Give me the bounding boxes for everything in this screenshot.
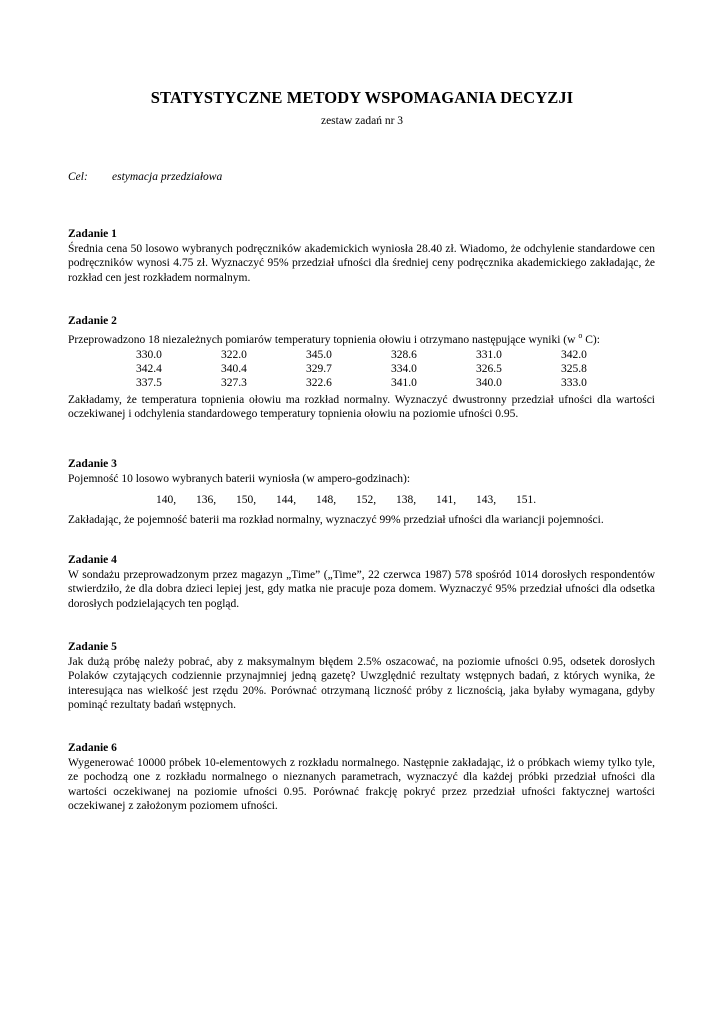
goal-value: estymacja przedziałowa bbox=[112, 171, 223, 183]
task-4-title: Zadanie 4 bbox=[68, 554, 117, 566]
task-3 bbox=[68, 457, 655, 527]
table-cell: 340.0 bbox=[476, 377, 502, 390]
task-3-text: Zakładając, że pojemność baterii ma rozkład normalny, wyznaczyć 99% przedział ufności dla wariancji pojemności. bbox=[68, 513, 604, 526]
table-cell: 333.0 bbox=[561, 377, 587, 390]
goal-label: Cel: bbox=[68, 171, 88, 183]
task-1 bbox=[68, 227, 655, 285]
document-title: STATYSTYCZNE METODY WSPOMAGANIA DECYZJI bbox=[150, 88, 574, 107]
table-cell: 341.0 bbox=[391, 377, 417, 390]
table-cell: 322.0 bbox=[221, 349, 247, 362]
battery-value: 141, bbox=[436, 494, 457, 507]
table-row bbox=[68, 362, 655, 376]
task-1-title: Zadanie 1 bbox=[68, 228, 117, 240]
task-4-text: W sondażu przeprowadzonym przez magazyn „Time” („Time”, 22 czerwca 1987) 578 spośród 1014 dorosłych respondentów stwierdziło, że dla dobra dzieci lepiej jest, gdy matka nie pracuje poza domem. Wyznaczyć 95% przedział ufności dla odsetka dorosłych podzielających ten pogląd. bbox=[68, 568, 655, 610]
battery-value: 144, bbox=[276, 494, 297, 507]
battery-value: 148, bbox=[316, 494, 337, 507]
task-3-intro: Pojemność 10 losowo wybranych baterii wyniosła (w ampero-godzinach): bbox=[68, 472, 411, 485]
battery-value: 136, bbox=[196, 494, 217, 507]
document-subtitle: zestaw zadań nr 3 bbox=[320, 115, 404, 127]
task-6-title: Zadanie 6 bbox=[68, 742, 117, 754]
table-cell: 330.0 bbox=[136, 349, 162, 362]
battery-value: 150, bbox=[236, 494, 257, 507]
task-1-text: Średnia cena 50 losowo wybranych podręczników akademickich wyniosła 28.40 zł. Wiadomo, że odchylenie standardowe cen podręczników wynosi 4.75 zł. Wyznaczyć 95% przedział ufności dla średniej ceny podręcznika akademickiego zakładając, że rozkład cen jest rozkładem normalnym. bbox=[68, 242, 655, 284]
task-6-text: Wygenerować 10000 próbek 10-elementowych z rozkładu normalnego. Następnie zakładając, iż o próbkach wiemy tylko tyle, ze pochodzą one z rozkładu normalnego o nieznanych parametrach, wyznaczyć dla każdej próbki przedział ufności dla wartości oczekiwanej na poziomie ufności 0.95. Porównać frakcję pokryć przez przedział ufności faktycznej wartości oczekiwanej z założonym poziomem ufności. bbox=[68, 756, 655, 813]
table-cell: 337.5 bbox=[136, 377, 162, 390]
battery-value: 152, bbox=[356, 494, 377, 507]
task-5-title: Zadanie 5 bbox=[68, 641, 117, 653]
task-2-intro: Przeprowadzono 18 niezależnych pomiarów temperatury topnienia ołowiu i otrzymano następujące wyniki (w $^o$ C): bbox=[68, 330, 600, 346]
table-cell: 322.6 bbox=[306, 377, 332, 390]
table-cell: 334.0 bbox=[391, 363, 417, 376]
battery-values bbox=[68, 493, 655, 508]
degree-sign: o bbox=[578, 330, 583, 340]
task-2 bbox=[68, 314, 655, 422]
task-5 bbox=[68, 640, 655, 713]
table-row bbox=[68, 348, 655, 362]
table-cell: 326.5 bbox=[476, 363, 502, 376]
battery-value: 138, bbox=[396, 494, 417, 507]
battery-value: 140, bbox=[156, 494, 177, 507]
task-2-title: Zadanie 2 bbox=[68, 315, 117, 327]
table-cell: 340.4 bbox=[221, 363, 247, 376]
task-4 bbox=[68, 553, 655, 611]
table-cell: 342.0 bbox=[561, 349, 587, 362]
measurements-table bbox=[68, 348, 655, 391]
task-6 bbox=[68, 741, 655, 814]
table-row bbox=[68, 376, 655, 390]
task-5-text: Jak dużą próbę należy pobrać, aby z maksymalnym błędem 2.5% oszacować, na poziomie ufności 0.95, odsetek dorosłych Polaków czytających codziennie przynajmniej jedną gazetę? Uwzględnić rezultaty wstępnych badań, z których wynika, że interesująca nas wielkość jest rzędu 20%. Porównać otrzymaną liczność próby z licznością, jaka byłaby wymagana, gdyby pominąć rezultaty badań wstępnych. bbox=[68, 655, 655, 712]
table-cell: 345.0 bbox=[306, 349, 332, 362]
table-cell: 329.7 bbox=[306, 363, 332, 376]
task-2-text: Zakładamy, że temperatura topnienia ołowiu ma rozkład normalny. Wyznaczyć dwustronny przedział ufności dla wartości oczekiwanej i odchylenia standardowego temperatury topnienia ołowiu na poziomie ufności 0.95. bbox=[68, 393, 655, 421]
table-cell: 331.0 bbox=[476, 349, 502, 362]
table-cell: 327.3 bbox=[221, 377, 247, 390]
table-cell: 342.4 bbox=[136, 363, 162, 376]
task-3-title: Zadanie 3 bbox=[68, 458, 117, 470]
battery-value: 143, bbox=[476, 494, 497, 507]
table-cell: 328.6 bbox=[391, 349, 417, 362]
battery-value: 151. bbox=[516, 494, 537, 507]
table-cell: 325.8 bbox=[561, 363, 587, 376]
goal-line bbox=[68, 171, 222, 183]
